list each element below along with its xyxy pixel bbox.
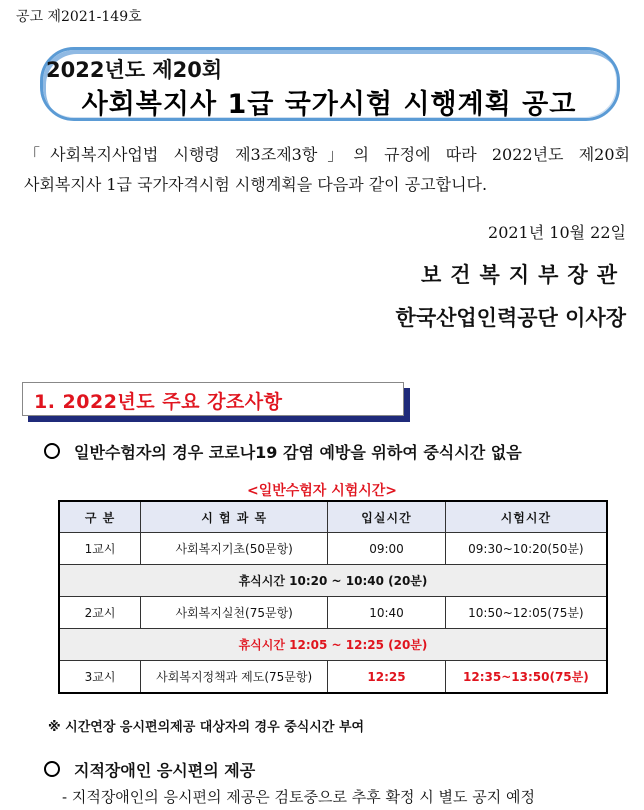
break-time: 휴식시간 10:20 ~ 10:40 (20분) [59, 565, 607, 597]
cell-exam-time: 10:50~12:05(75분) [445, 597, 607, 629]
header-exam-time: 시험시간 [445, 501, 607, 533]
notice-number: 공고 제2021-149호 [16, 9, 142, 25]
bullet-text: 지적장애인 응시편의 제공 [74, 761, 256, 780]
table-row [59, 597, 607, 629]
bullet-no-lunch [44, 440, 522, 463]
table-header-row [59, 501, 607, 533]
cell-entry-time: 09:00 [328, 533, 446, 565]
header-period: 구 분 [59, 501, 141, 533]
table-caption: <일반수험자 시험시간> [246, 483, 398, 499]
cell-period: 2교시 [59, 597, 141, 629]
bullet-disability-accommodation [44, 758, 255, 781]
header-entry-time: 입실시간 [328, 501, 446, 533]
title-subtitle: 2022년도 제20회 [46, 58, 223, 82]
intro-line-1: 「사회복지사업법 시행령 제3조제3항」의 규정에 따라 2022년도 제20회 [24, 145, 630, 164]
break-row [59, 565, 607, 597]
circle-bullet-icon [44, 761, 60, 777]
cell-exam-time: 12:35~13:50(75분) [445, 661, 607, 694]
bullet-text: 일반수험자의 경우 코로나19 감염 예방을 위하여 중식시간 없음 [74, 443, 522, 462]
circle-bullet-icon [44, 443, 60, 459]
intro-paragraph [24, 140, 630, 200]
signatory-agency: 한국산업인력공단 이사장 [395, 306, 626, 330]
table-row [59, 533, 607, 565]
header-subject: 시 험 과 목 [141, 501, 328, 533]
intro-line-2: 사회복지사 1급 국가자격시험 시행계획을 다음과 같이 공고합니다. [24, 175, 488, 194]
break-time-highlighted: 휴식시간 12:05 ~ 12:25 (20분) [59, 629, 607, 661]
extension-note: ※ 시간연장 응시편의제공 대상자의 경우 중식시간 부여 [48, 720, 365, 735]
break-row [59, 629, 607, 661]
cell-period: 1교시 [59, 533, 141, 565]
cell-entry-time: 10:40 [328, 597, 446, 629]
signatory-ministry: 보건복지부장관 [420, 263, 626, 287]
cell-subject: 사회복지정책과 제도(75문항) [141, 661, 328, 694]
page-title: 사회복지사 1급 국가시험 시행계획 공고 [81, 89, 577, 120]
sub-item: - 지적장애인의 응시편의 제공은 검토중으로 추후 확정 시 별도 공지 예정 [62, 788, 535, 806]
cell-period: 3교시 [59, 661, 141, 694]
announcement-date: 2021년 10월 22일 [488, 223, 626, 242]
section-title: 1. 2022년도 주요 강조사항 [34, 391, 283, 413]
exam-schedule-table [58, 500, 608, 694]
cell-exam-time: 09:30~10:20(50분) [445, 533, 607, 565]
cell-subject: 사회복지실천(75문항) [141, 597, 328, 629]
table-row [59, 661, 607, 694]
cell-subject: 사회복지기초(50문항) [141, 533, 328, 565]
cell-entry-time: 12:25 [328, 661, 446, 694]
